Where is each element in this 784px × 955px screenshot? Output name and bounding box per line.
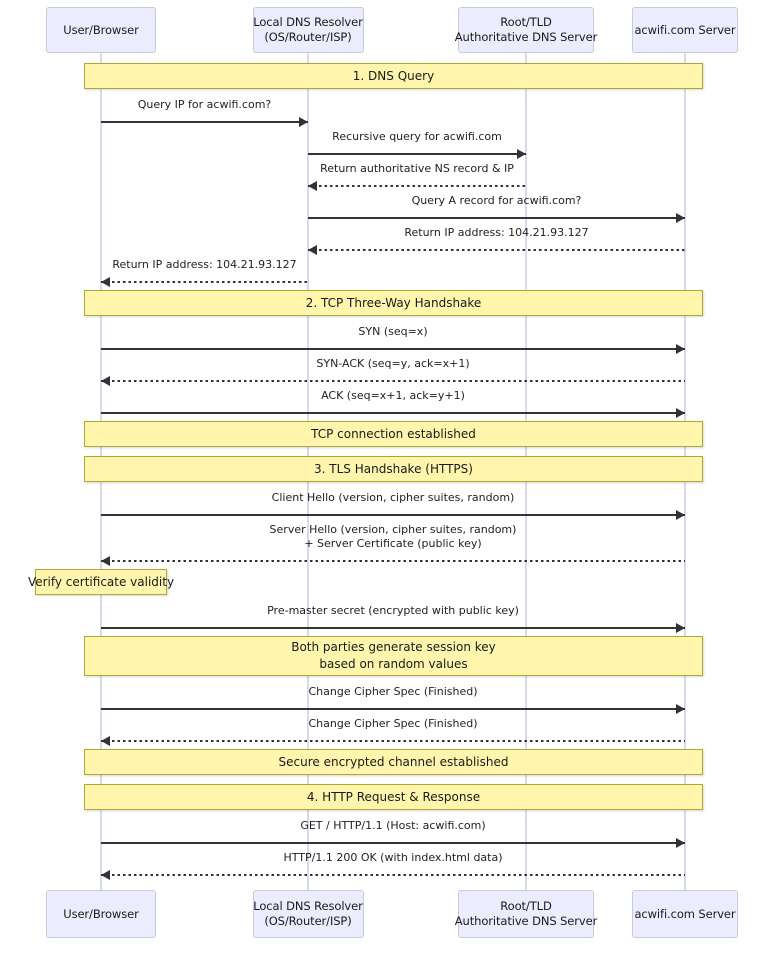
message-label xyxy=(300,819,485,833)
arrowhead-icon xyxy=(101,556,110,566)
participant-bottom-user-browser xyxy=(46,890,156,938)
message-arrow-solid xyxy=(101,627,685,629)
message-arrow-dashed xyxy=(308,185,526,187)
participant-label: acwifi.com Server xyxy=(634,906,736,921)
participant-bottom-local-dns-resolver xyxy=(253,890,364,938)
section-banner xyxy=(84,421,703,447)
banner-label: 1. DNS Query xyxy=(352,68,435,83)
participant-bottom-root-tld-dns-server xyxy=(454,890,598,938)
message-label xyxy=(404,226,588,240)
arrowhead-icon xyxy=(676,213,685,223)
message-label-line: + Server Certificate (public key) xyxy=(304,537,482,550)
arrowhead-icon xyxy=(676,704,685,714)
arrowhead-icon xyxy=(676,344,685,354)
message-label-line: Server Hello (version, cipher suites, random) xyxy=(269,523,517,536)
message-label xyxy=(316,357,469,371)
message-label-line: HTTP/1.1 200 OK (with index.html data) xyxy=(283,851,503,864)
arrowhead-icon xyxy=(308,245,317,255)
message-arrow-solid xyxy=(101,708,685,710)
section-banner xyxy=(84,63,703,89)
participant-label: Root/TLD xyxy=(500,899,552,913)
message-arrow-solid xyxy=(308,217,685,219)
banner-label: 3. TLS Handshake (HTTPS) xyxy=(314,461,473,476)
message-label xyxy=(283,851,502,865)
message-label xyxy=(270,523,517,551)
arrowhead-icon xyxy=(101,870,110,880)
message-label xyxy=(320,162,514,176)
note-label: Verify certificate validity xyxy=(27,574,175,589)
participant-label: User/Browser xyxy=(63,906,139,921)
note-over-user-browser xyxy=(27,569,175,595)
participant-label: Local DNS Resolver xyxy=(253,899,363,913)
banner-label: TCP connection established xyxy=(311,426,476,441)
message-label xyxy=(272,491,515,505)
message-label-line: Pre-master secret (encrypted with public key) xyxy=(267,604,519,617)
message-label-line: Return IP address: 104.21.93.127 xyxy=(112,258,297,271)
participant-top-local-dns-resolver xyxy=(253,7,364,53)
message-arrow-dashed xyxy=(101,560,685,562)
message-label xyxy=(321,389,465,403)
arrowhead-icon xyxy=(299,117,308,127)
message-label-line: SYN-ACK (seq=y, ack=x+1) xyxy=(316,357,470,370)
participant-label: Root/TLD xyxy=(500,15,552,29)
message-arrow-solid xyxy=(101,348,685,350)
banner-label: 4. HTTP Request & Response xyxy=(306,789,481,804)
message-label-line: Change Cipher Spec (Finished) xyxy=(308,685,478,698)
message-label-line: Recursive query for acwifi.com xyxy=(332,130,502,143)
message-label-line: Change Cipher Spec (Finished) xyxy=(308,717,478,730)
participant-label: Local DNS Resolver xyxy=(253,15,363,29)
message-label-line: Query IP for acwifi.com? xyxy=(137,98,272,111)
message-arrow-solid xyxy=(101,412,685,414)
section-banner xyxy=(84,749,703,775)
message-label-line: Return authoritative NS record & IP xyxy=(320,162,514,175)
participant-label: (OS/Router/ISP) xyxy=(264,30,352,44)
participant-label: Authoritative DNS Server xyxy=(454,914,598,928)
arrowhead-icon xyxy=(101,736,110,746)
message-arrow-solid xyxy=(101,842,685,844)
message-label xyxy=(138,98,272,112)
message-arrow-solid xyxy=(308,153,526,155)
message-arrow-solid xyxy=(101,121,308,123)
message-arrow-dashed xyxy=(101,281,308,283)
message-label-line: Client Hello (version, cipher suites, random) xyxy=(271,491,515,504)
arrowhead-icon xyxy=(676,838,685,848)
arrowhead-icon xyxy=(676,623,685,633)
message-label xyxy=(308,717,477,731)
message-label xyxy=(308,685,477,699)
participant-top-acwifi-server xyxy=(632,7,738,53)
participant-top-user-browser xyxy=(46,7,156,53)
participant-top-root-tld-dns-server xyxy=(454,7,598,53)
section-banner xyxy=(84,784,703,810)
message-label-line: Return IP address: 104.21.93.127 xyxy=(404,226,589,239)
participant-label: User/Browser xyxy=(63,22,139,37)
message-arrow-solid xyxy=(101,514,685,516)
arrowhead-icon xyxy=(101,376,110,386)
participant-label: (OS/Router/ISP) xyxy=(264,914,352,928)
participant-label: acwifi.com Server xyxy=(634,22,736,37)
message-label xyxy=(112,258,296,272)
banner-label: Both parties generate session key xyxy=(291,640,496,654)
message-label xyxy=(267,604,519,618)
message-arrow-dashed xyxy=(308,249,685,251)
banner-label: based on random values xyxy=(319,657,468,671)
message-label xyxy=(358,325,427,339)
message-label xyxy=(412,194,582,208)
banner-label: 2. TCP Three-Way Handshake xyxy=(305,295,482,310)
message-label-line: SYN (seq=x) xyxy=(358,325,428,338)
arrowhead-icon xyxy=(517,149,526,159)
message-label xyxy=(332,130,502,144)
message-label-line: Query A record for acwifi.com? xyxy=(411,194,582,207)
arrowhead-icon xyxy=(101,277,110,287)
message-arrow-dashed xyxy=(101,874,685,876)
message-label-line: GET / HTTP/1.1 (Host: acwifi.com) xyxy=(300,819,486,832)
section-banner xyxy=(84,636,703,676)
participant-label: Authoritative DNS Server xyxy=(454,30,598,44)
message-arrow-dashed xyxy=(101,740,685,742)
arrowhead-icon xyxy=(308,181,317,191)
arrowhead-icon xyxy=(676,408,685,418)
participant-bottom-acwifi-server xyxy=(632,890,738,938)
message-arrow-dashed xyxy=(101,380,685,382)
section-banner xyxy=(84,290,703,316)
message-label-line: ACK (seq=x+1, ack=y+1) xyxy=(321,389,465,402)
arrowhead-icon xyxy=(676,510,685,520)
section-banner xyxy=(84,456,703,482)
banner-label: Secure encrypted channel established xyxy=(278,754,509,769)
